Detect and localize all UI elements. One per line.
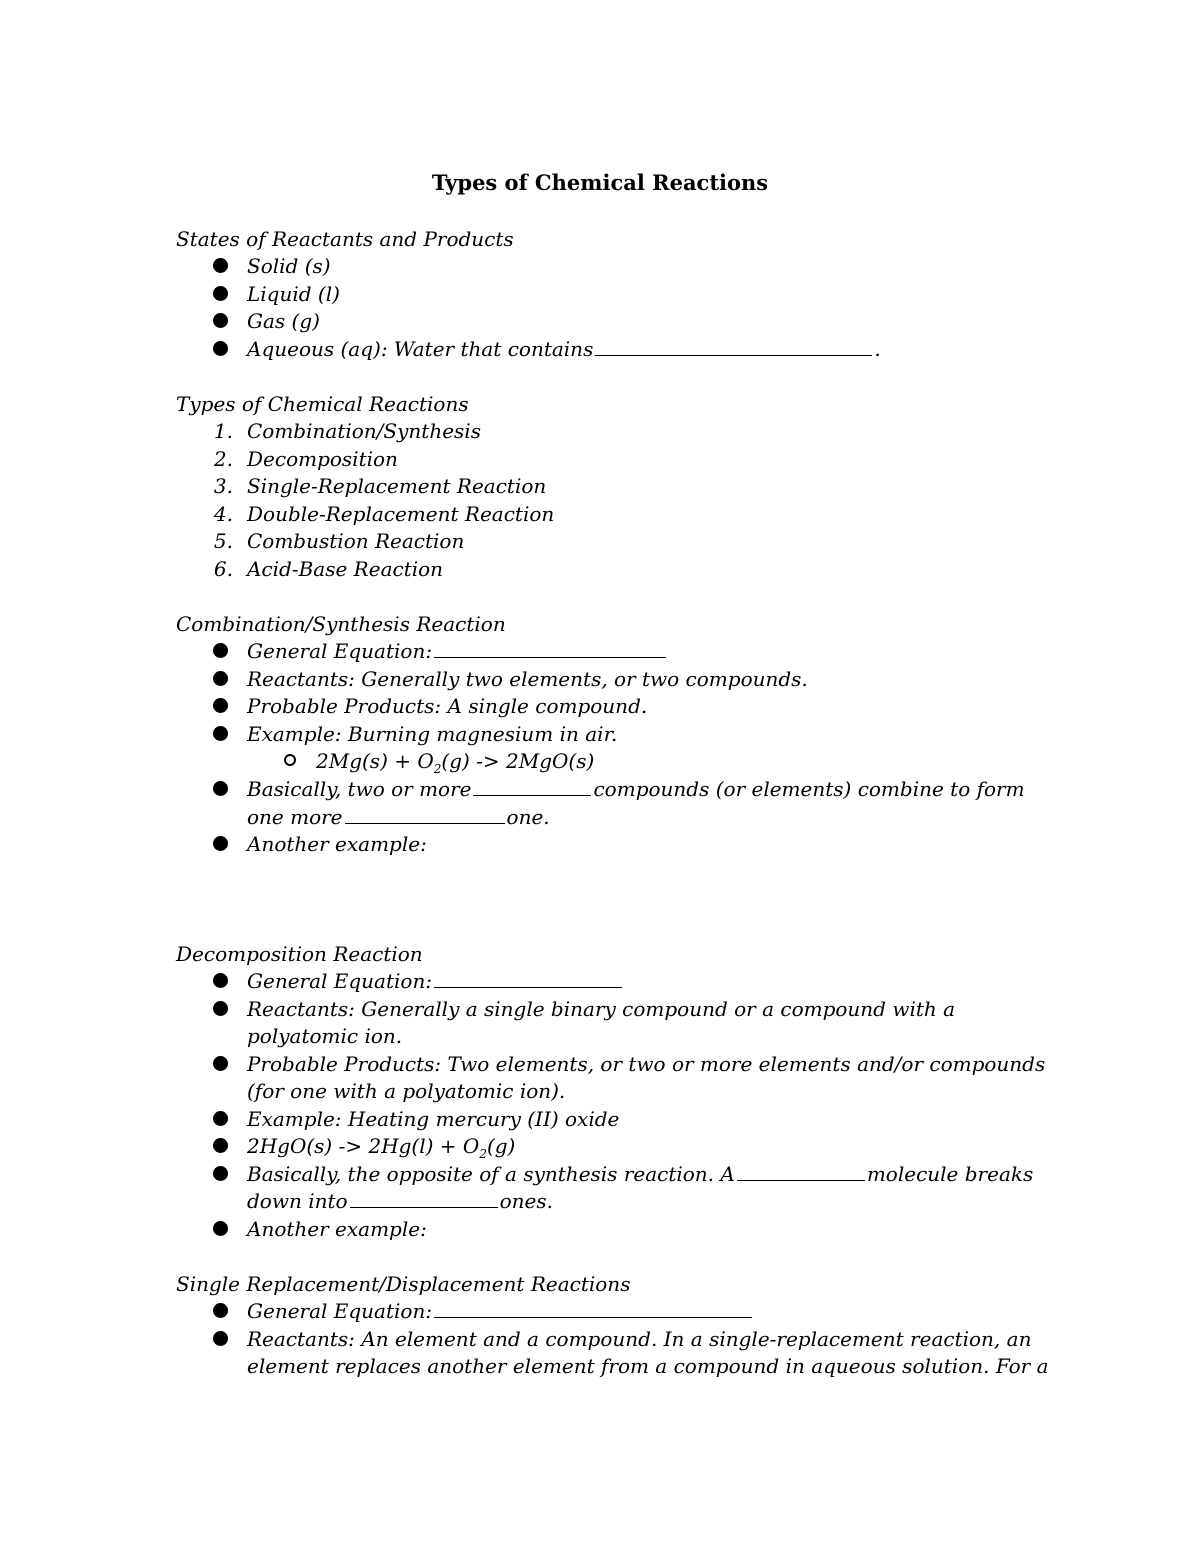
text: one. [506, 805, 550, 829]
text: compounds (or elements) combine to form [593, 777, 1025, 801]
bullet-icon [213, 286, 228, 301]
synthesis-another-example: Another example: [247, 832, 427, 856]
bullet-icon [213, 1056, 228, 1071]
synthesis-reactants: Reactants: Generally two elements, or two compounds. [247, 667, 808, 691]
decomposition-basically-1 [247, 1161, 1033, 1187]
decomposition-example: Example: Heating mercury (II) oxide [247, 1107, 620, 1131]
text: ones. [499, 1189, 553, 1213]
bullet-icon [213, 1111, 228, 1126]
bullet-icon [213, 1001, 228, 1016]
fill-blank[interactable] [434, 1299, 752, 1318]
single-reactants-1: Reactants: An element and a compound. In a single-replacement reaction, an [247, 1327, 1032, 1351]
decomposition-reactants-1: Reactants: Generally a single binary compound or a compound with a [247, 997, 956, 1021]
text: molecule breaks [866, 1162, 1034, 1186]
type-item: Single-Replacement Reaction [247, 474, 547, 498]
bullet-icon [213, 1331, 228, 1346]
bullet-icon [213, 671, 228, 686]
aqueous-text: Aqueous (aq): Water that contains [247, 337, 594, 361]
eq-part: 2Mg(s) + O [316, 749, 434, 773]
subscript: 2 [433, 762, 442, 776]
label: General Equation: [247, 969, 433, 993]
synthesis-basically-1 [247, 776, 1025, 802]
list-number: 6. [213, 557, 233, 581]
list-number: 5. [213, 529, 233, 553]
text: one more [247, 805, 343, 829]
bullet-icon [213, 1166, 228, 1181]
decomposition-products-2: (for one with a polyatomic ion). [247, 1079, 566, 1103]
bullet-icon [213, 258, 228, 273]
decomposition-products-1: Probable Products: Two elements, or two or more elements and/or compounds [247, 1052, 1046, 1076]
single-replacement-heading: Single Replacement/Displacement Reactions [176, 1272, 631, 1296]
state-item-gas: Gas (g) [247, 309, 320, 333]
fill-blank[interactable] [345, 805, 505, 824]
sub-bullet-icon [284, 754, 296, 766]
state-item-liquid: Liquid (l) [247, 282, 340, 306]
fill-blank[interactable] [434, 639, 666, 658]
synthesis-example: Example: Burning magnesium in air. [247, 722, 618, 746]
eq-part: 2HgO(s) -> 2Hg(l) + O [247, 1134, 480, 1158]
bullet-icon [213, 1138, 228, 1153]
single-general-equation [247, 1298, 754, 1324]
state-item-solid: Solid (s) [247, 254, 331, 278]
type-item: Double-Replacement Reaction [247, 502, 555, 526]
fill-blank[interactable] [434, 969, 622, 988]
label: General Equation: [247, 639, 433, 663]
bullet-icon [213, 643, 228, 658]
state-item-aqueous [247, 336, 881, 362]
synthesis-heading: Combination/Synthesis Reaction [176, 612, 506, 636]
list-number: 2. [213, 447, 233, 471]
bullet-icon [213, 973, 228, 988]
decomposition-another-example: Another example: [247, 1217, 427, 1241]
text: Basically, two or more [247, 777, 472, 801]
list-number: 4. [213, 502, 233, 526]
decomposition-heading: Decomposition Reaction [176, 942, 423, 966]
bullet-icon [213, 726, 228, 741]
fill-blank[interactable] [473, 777, 591, 796]
fill-blank[interactable] [737, 1162, 865, 1181]
list-number: 3. [213, 474, 233, 498]
fill-blank[interactable] [350, 1189, 498, 1208]
bullet-icon [213, 781, 228, 796]
decomposition-general-equation [247, 968, 624, 994]
subscript: 2 [479, 1147, 487, 1161]
types-heading: Types of Chemical Reactions [176, 392, 469, 416]
synthesis-general-equation [247, 638, 668, 664]
type-item: Acid-Base Reaction [247, 557, 444, 581]
page-title: Types of Chemical Reactions [431, 170, 769, 195]
single-reactants-2: element replaces another element from a compound in aqueous solution. For a [247, 1354, 1049, 1378]
label: General Equation: [247, 1299, 433, 1323]
synthesis-products: Probable Products: A single compound. [247, 694, 648, 718]
text: down into [247, 1189, 348, 1213]
type-item: Combination/Synthesis [247, 419, 481, 443]
bullet-icon [213, 698, 228, 713]
decomposition-basically-2 [247, 1188, 553, 1214]
bullet-icon [213, 313, 228, 328]
decomposition-reactants-2: polyatomic ion. [247, 1024, 403, 1048]
bullet-icon [213, 1221, 228, 1236]
eq-part: (g) [486, 1134, 516, 1158]
text: Basically, the opposite of a synthesis reaction. A [247, 1162, 735, 1186]
type-item: Decomposition [247, 447, 398, 471]
bullet-icon [213, 341, 228, 356]
type-item: Combustion Reaction [247, 529, 465, 553]
states-heading: States of Reactants and Products [176, 227, 514, 251]
fill-blank[interactable] [595, 337, 872, 356]
aqueous-end: . [874, 337, 881, 361]
bullet-icon [213, 836, 228, 851]
bullet-icon [213, 1303, 228, 1318]
list-number: 1. [213, 419, 233, 443]
synthesis-basically-2 [247, 804, 550, 830]
eq-part: (g) -> 2MgO(s) [441, 749, 595, 773]
